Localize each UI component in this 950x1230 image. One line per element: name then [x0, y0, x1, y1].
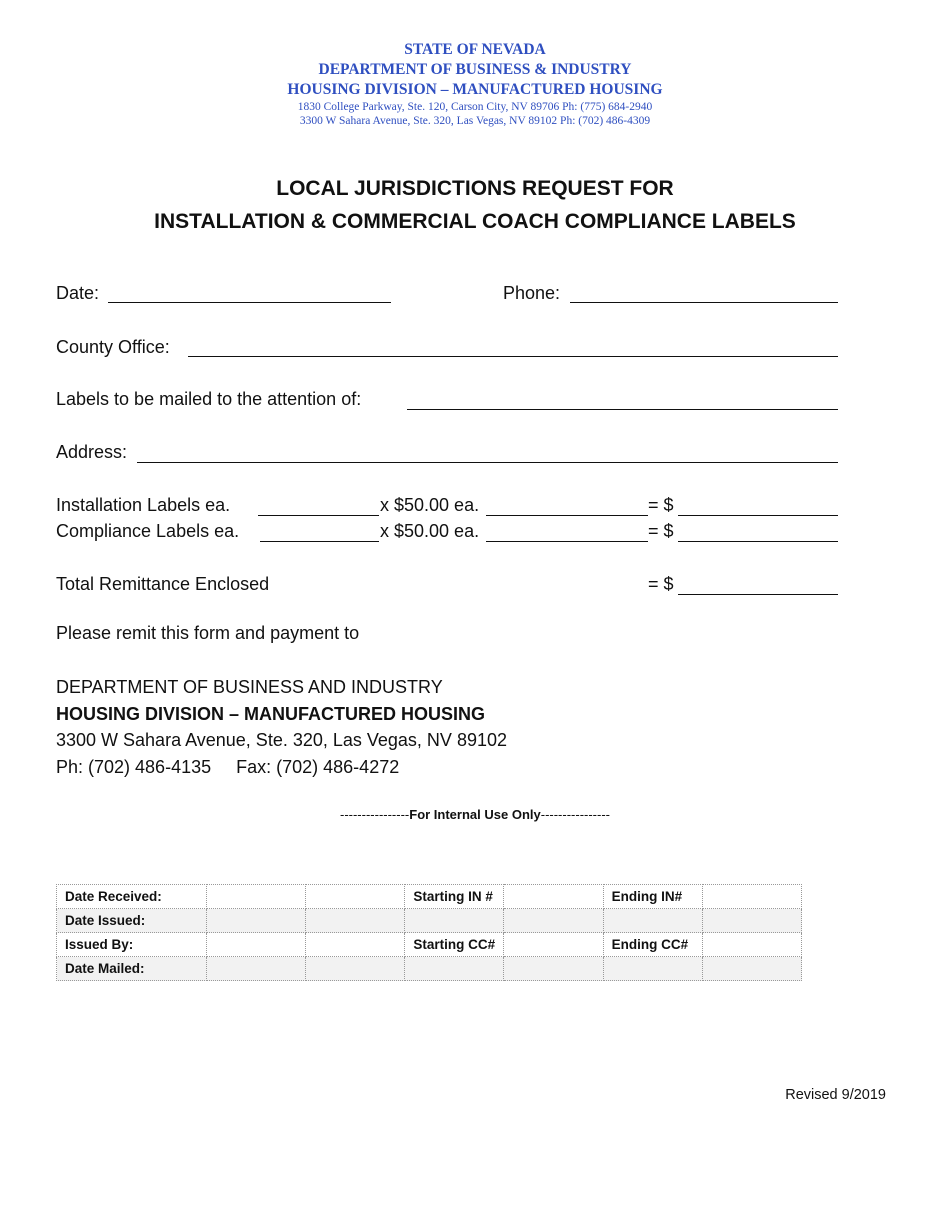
date-issued-cell-6[interactable]	[702, 909, 801, 933]
installation-price: x $50.00 ea.	[380, 495, 480, 515]
installation-labels-label: Installation Labels ea.	[56, 495, 231, 515]
date-mailed-cell-2[interactable]	[306, 957, 405, 981]
table-row	[57, 933, 802, 957]
internal-use-table	[56, 884, 802, 981]
revision-date: Revised 9/2019	[785, 1087, 886, 1103]
compliance-price: x $50.00 ea.	[380, 521, 480, 541]
title-line-2: INSTALLATION & COMMERCIAL COACH COMPLIANCE LABELS	[154, 210, 796, 233]
date-issued-cell-3[interactable]	[405, 909, 504, 933]
date-mailed-label: Date Mailed:	[57, 957, 207, 981]
remit-street: 3300 W Sahara Avenue, Ste. 320, Las Vegas, NV 89102	[56, 730, 507, 750]
letterhead	[0, 40, 950, 128]
letterhead-division: HOUSING DIVISION – MANUFACTURED HOUSING	[287, 81, 663, 98]
county-office-label: County Office:	[56, 337, 170, 357]
address-label: Address:	[56, 442, 128, 462]
remit-department: DEPARTMENT OF BUSINESS AND INDUSTRY	[56, 677, 443, 697]
table-row	[57, 957, 802, 981]
date-mailed-cell-4[interactable]	[504, 957, 603, 981]
remit-fax: Fax: (702) 486-4272	[236, 756, 400, 777]
ending-cc-label: Ending CC#	[603, 933, 702, 957]
attention-field[interactable]	[407, 409, 838, 410]
issued-by-label: Issued By:	[57, 933, 207, 957]
address-field[interactable]	[137, 462, 838, 463]
compliance-equals: = $	[648, 521, 674, 541]
title-line-1: LOCAL JURISDICTIONS REQUEST FOR	[276, 177, 674, 200]
installation-subtotal-field[interactable]	[486, 515, 648, 516]
starting-cc-cell[interactable]	[504, 933, 603, 957]
date-received-label: Date Received:	[57, 885, 207, 909]
date-issued-cell-5[interactable]	[603, 909, 702, 933]
ending-in-label: Ending IN#	[603, 885, 702, 909]
compliance-quantity-field[interactable]	[260, 541, 379, 542]
installation-equals: = $	[648, 495, 674, 515]
date-label: Date:	[56, 283, 100, 303]
ending-cc-cell[interactable]	[702, 933, 801, 957]
issued-by-cell-2[interactable]	[306, 933, 405, 957]
attention-label: Labels to be mailed to the attention of:	[56, 389, 362, 409]
remit-division: HOUSING DIVISION – MANUFACTURED HOUSING	[56, 703, 486, 724]
internal-dashes-left: ----------------	[339, 807, 410, 822]
date-mailed-cell-6[interactable]	[702, 957, 801, 981]
letterhead-state: STATE OF NEVADA	[404, 41, 546, 58]
table-row	[57, 909, 802, 933]
phone-label: Phone:	[503, 283, 561, 303]
ending-in-cell[interactable]	[702, 885, 801, 909]
date-issued-cell-4[interactable]	[504, 909, 603, 933]
table-row	[57, 885, 802, 909]
remit-contact	[56, 754, 507, 781]
installation-amount-field[interactable]	[678, 515, 838, 516]
compliance-subtotal-field[interactable]	[486, 541, 648, 542]
internal-use-heading	[0, 807, 950, 822]
date-received-cell-2[interactable]	[306, 885, 405, 909]
date-field[interactable]	[108, 302, 391, 303]
installation-quantity-field[interactable]	[258, 515, 379, 516]
date-mailed-cell-5[interactable]	[603, 957, 702, 981]
date-mailed-cell-1[interactable]	[207, 957, 306, 981]
remit-address-block	[56, 674, 507, 780]
date-issued-cell-2[interactable]	[306, 909, 405, 933]
compliance-labels-label: Compliance Labels ea.	[56, 521, 240, 541]
letterhead-address-vegas: 3300 W Sahara Avenue, Ste. 320, Las Vegas, NV 89102 Ph: (702) 486-4309	[299, 115, 651, 127]
date-mailed-cell-3[interactable]	[405, 957, 504, 981]
letterhead-address-carson: 1830 College Parkway, Ste. 120, Carson City, NV 89706 Ph: (775) 684-2940	[297, 101, 653, 113]
phone-field[interactable]	[570, 302, 838, 303]
issued-by-cell-1[interactable]	[207, 933, 306, 957]
letterhead-department: DEPARTMENT OF BUSINESS & INDUSTRY	[318, 61, 632, 78]
starting-in-cell[interactable]	[504, 885, 603, 909]
total-equals: = $	[648, 574, 674, 594]
date-issued-label: Date Issued:	[57, 909, 207, 933]
total-amount-field[interactable]	[678, 594, 838, 595]
starting-in-label: Starting IN #	[405, 885, 504, 909]
remit-intro: Please remit this form and payment to	[56, 623, 360, 643]
internal-dashes-right: ----------------	[540, 807, 610, 822]
remit-phone: Ph: (702) 486-4135	[56, 756, 212, 777]
form-title	[0, 172, 950, 238]
starting-cc-label: Starting CC#	[405, 933, 504, 957]
date-received-cell-1[interactable]	[207, 885, 306, 909]
county-office-field[interactable]	[188, 356, 838, 357]
total-remittance-label: Total Remittance Enclosed	[56, 574, 270, 594]
internal-use-label: For Internal Use Only	[409, 807, 541, 822]
compliance-amount-field[interactable]	[678, 541, 838, 542]
date-issued-cell-1[interactable]	[207, 909, 306, 933]
